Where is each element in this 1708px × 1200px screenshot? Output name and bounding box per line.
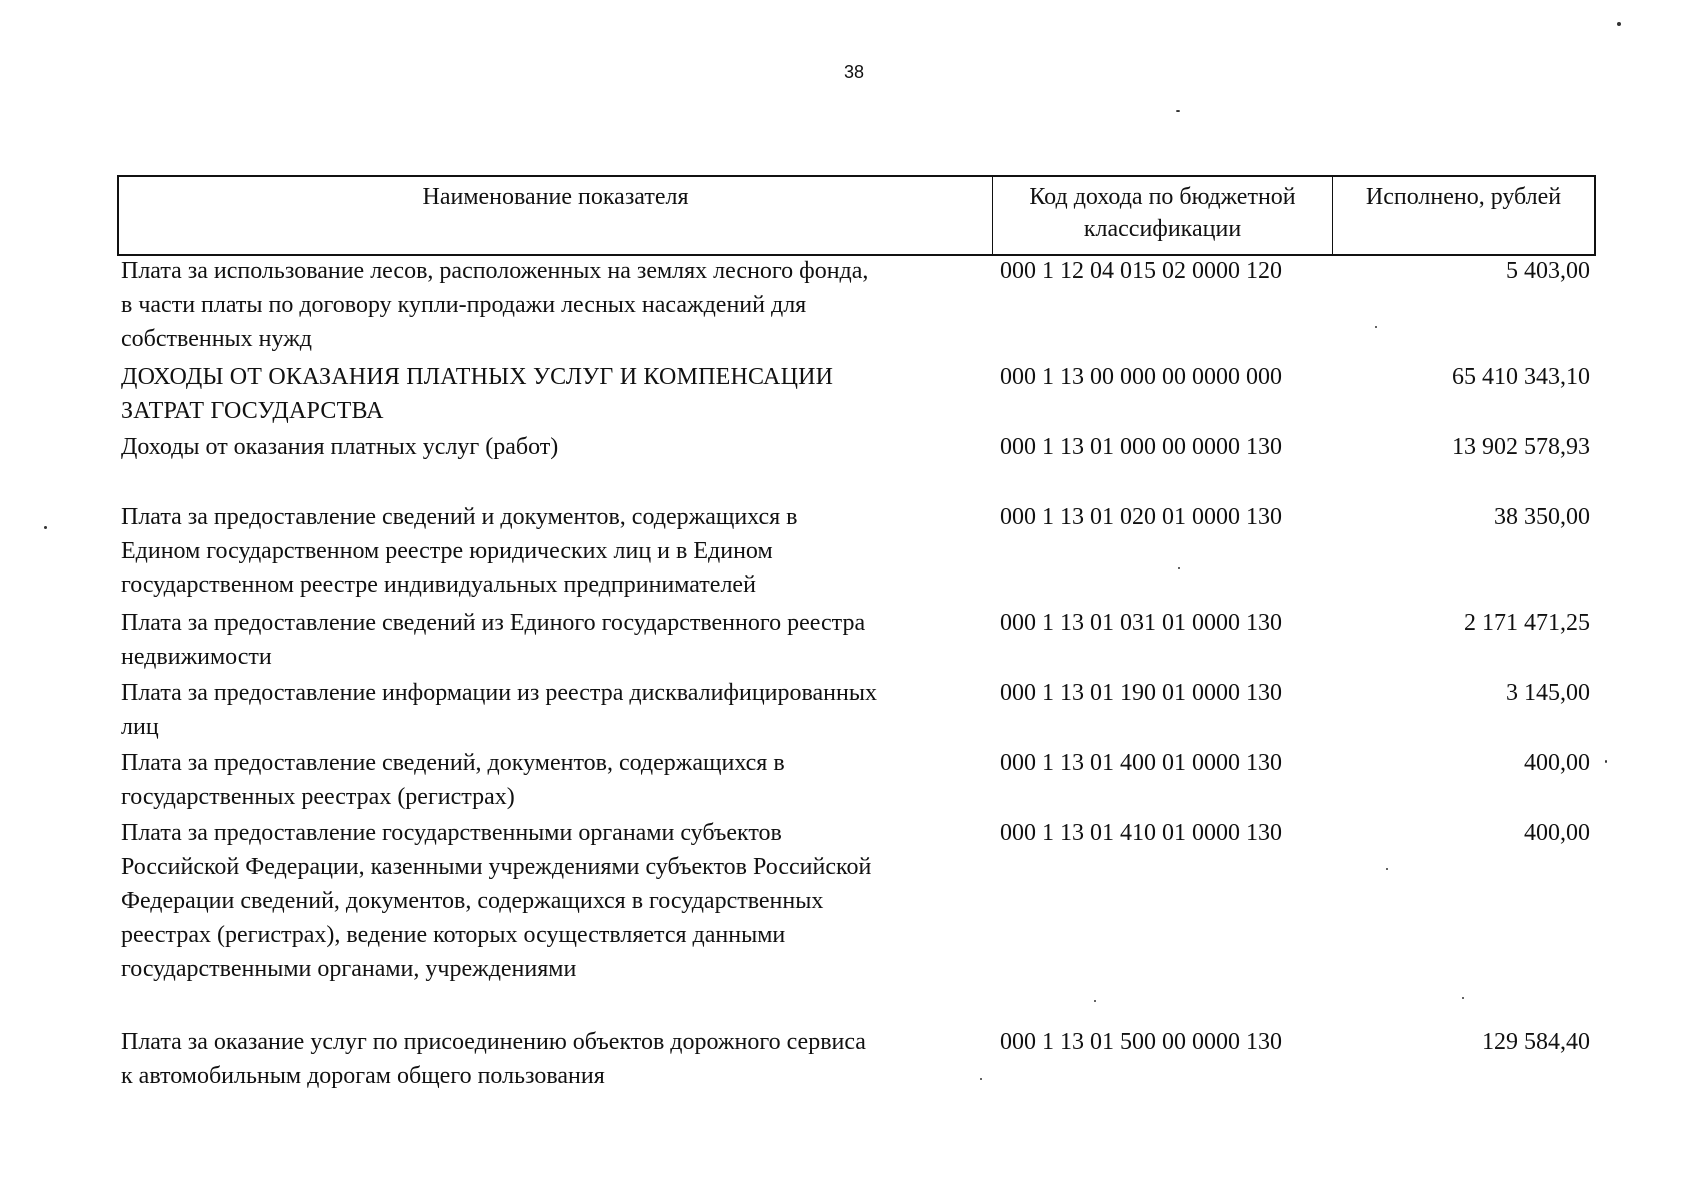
scan-speck bbox=[1176, 110, 1180, 112]
row-name: Плата за предоставление сведений и документов, содержащихся в Едином государственном реестре юридических лиц и в Едином государственном реестре индивидуальных предпринимателей bbox=[121, 504, 798, 598]
row-code: 000 1 13 01 190 01 0000 130 bbox=[1000, 680, 1282, 706]
row-amount: 129 584,40 bbox=[1482, 1029, 1590, 1055]
scan-speck bbox=[1094, 1000, 1096, 1002]
table-header bbox=[117, 175, 1596, 256]
row-amount: 2 171 471,25 bbox=[1464, 610, 1590, 636]
scan-speck bbox=[44, 526, 47, 529]
page-number: 38 bbox=[843, 62, 865, 82]
scan-speck bbox=[1178, 567, 1180, 569]
row-name: ДОХОДЫ ОТ ОКАЗАНИЯ ПЛАТНЫХ УСЛУГ И КОМПЕНСАЦИИ ЗАТРАТ ГОСУДАРСТВА bbox=[121, 364, 834, 424]
row-code: 000 1 13 01 020 01 0000 130 bbox=[1000, 504, 1282, 530]
scan-speck bbox=[1462, 997, 1464, 999]
scan-speck bbox=[1605, 760, 1607, 763]
scan-speck bbox=[1617, 22, 1621, 26]
row-amount: 13 902 578,93 bbox=[1452, 434, 1590, 460]
row-code: 000 1 13 01 000 00 0000 130 bbox=[1000, 434, 1282, 460]
row-code: 000 1 13 01 500 00 0000 130 bbox=[1000, 1029, 1282, 1055]
header-name-column: Наименование показателя bbox=[119, 177, 993, 254]
row-code: 000 1 13 01 031 01 0000 130 bbox=[1000, 610, 1282, 636]
row-name: Плата за оказание услуг по присоединению объектов дорожного сервиса к автомобильным дорогам общего пользования bbox=[121, 1029, 866, 1089]
row-name: Плата за использование лесов, расположенных на землях лесного фонда, в части платы по договору купли-продажи лесных насаждений для собственных нужд bbox=[121, 258, 869, 352]
scan-speck bbox=[980, 1078, 982, 1080]
row-code: 000 1 12 04 015 02 0000 120 bbox=[1000, 258, 1282, 284]
row-name: Плата за предоставление сведений из Единого государственного реестра недвижимости bbox=[121, 610, 866, 670]
row-amount: 5 403,00 bbox=[1506, 258, 1590, 284]
row-code: 000 1 13 01 400 01 0000 130 bbox=[1000, 750, 1282, 776]
header-code-column: Код дохода по бюджетной классификации bbox=[993, 177, 1333, 254]
row-amount: 65 410 343,10 bbox=[1452, 364, 1590, 390]
row-name: Плата за предоставление сведений, документов, содержащихся в государственных реестрах (регистрах) bbox=[121, 750, 785, 810]
row-name: Плата за предоставление государственными органами субъектов Российской Федерации, казенными учреждениями субъектов Российской Федерации сведений, документов, содержащихся в государственных реестрах (регистрах), ведение которых осуществляется данными государственными органами, учреждениями bbox=[121, 820, 872, 982]
row-amount: 3 145,00 bbox=[1506, 680, 1590, 706]
header-amount-column: Исполнено, рублей bbox=[1365, 184, 1562, 210]
scan-speck bbox=[1386, 868, 1388, 870]
scan-speck bbox=[1375, 326, 1377, 328]
row-code: 000 1 13 01 410 01 0000 130 bbox=[1000, 820, 1282, 846]
row-amount: 400,00 bbox=[1524, 820, 1590, 846]
row-amount: 400,00 bbox=[1524, 750, 1590, 776]
row-code: 000 1 13 00 000 00 0000 000 bbox=[1000, 364, 1282, 390]
row-name: Доходы от оказания платных услуг (работ) bbox=[121, 434, 559, 460]
row-amount: 38 350,00 bbox=[1494, 504, 1590, 530]
row-name: Плата за предоставление информации из реестра дисквалифицированных лиц bbox=[121, 680, 877, 740]
